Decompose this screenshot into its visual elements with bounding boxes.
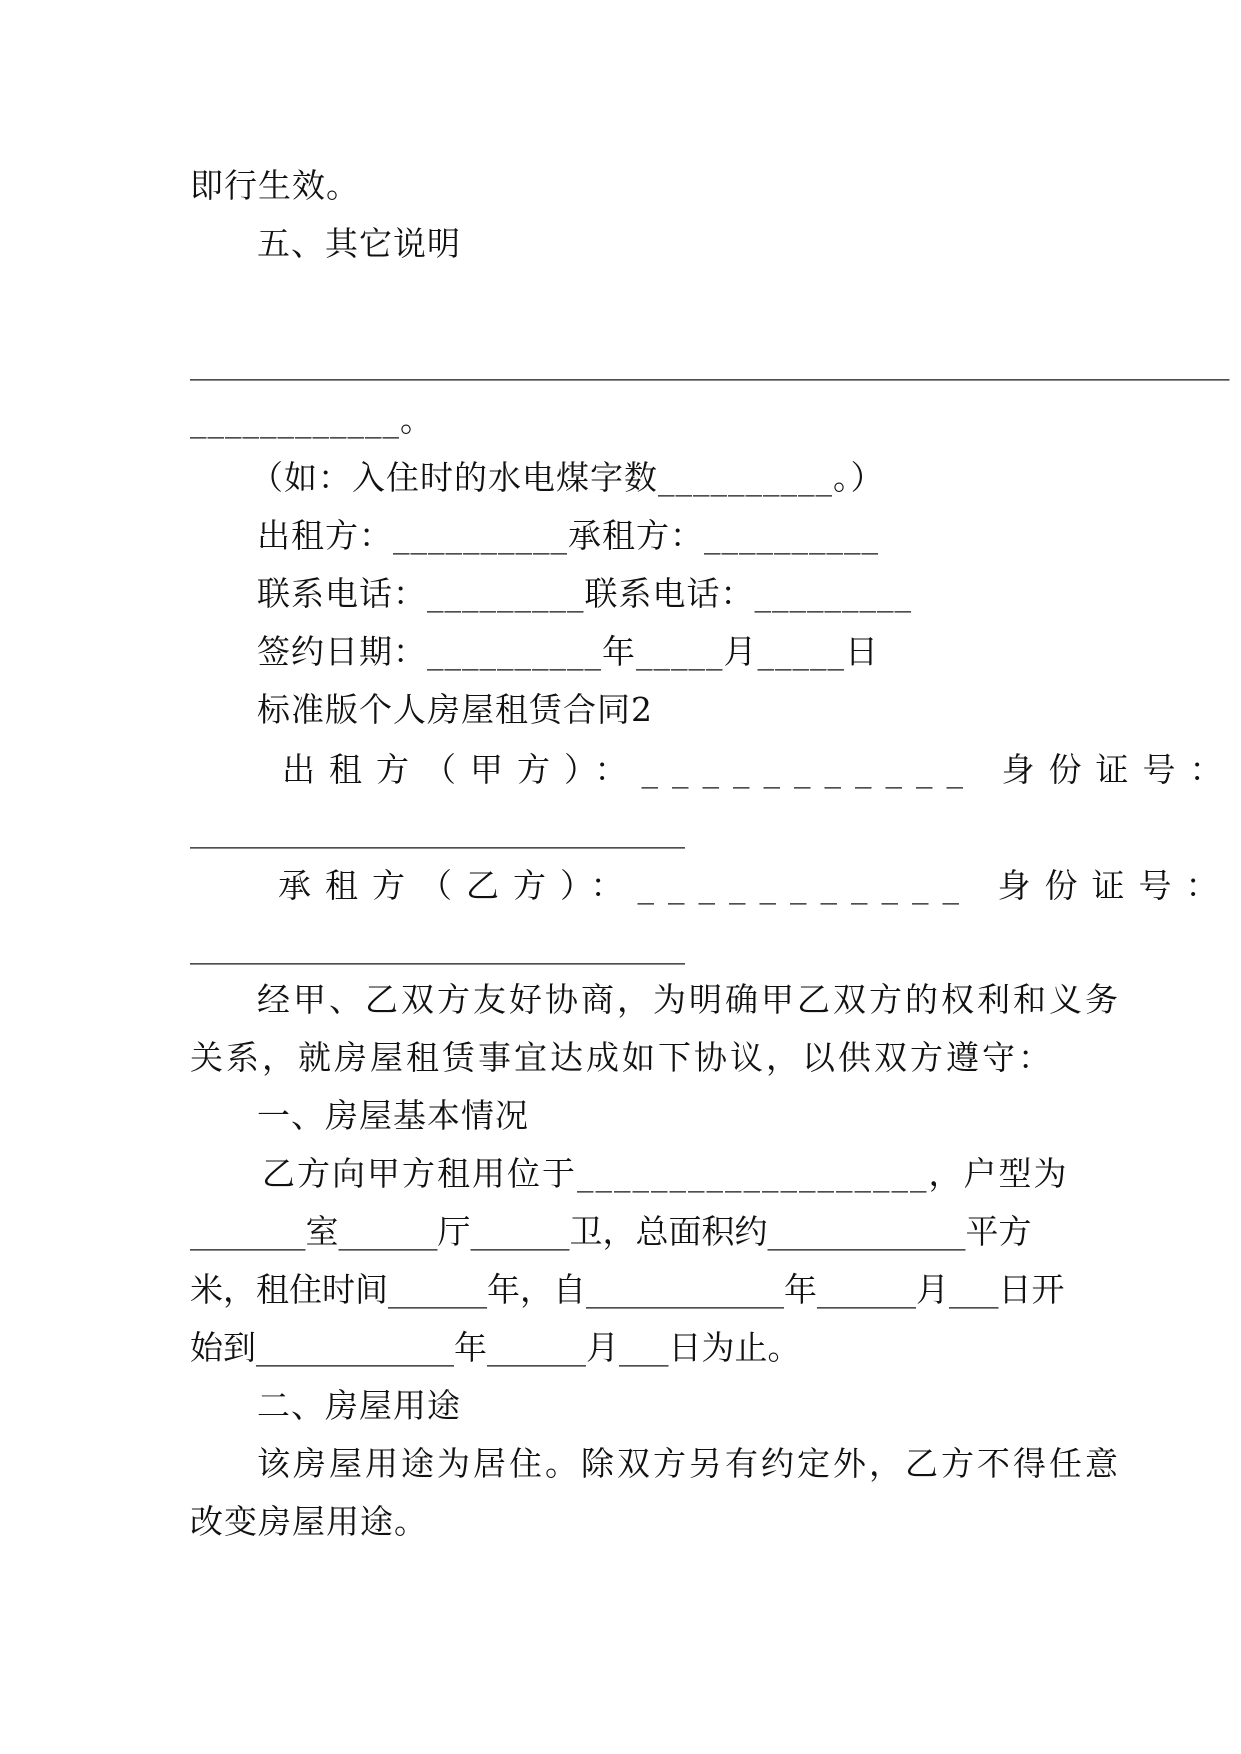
sign-date-line: 签约日期：__________年_____月_____日	[257, 632, 879, 671]
clause-1-line-3: 米，租住时间______年，自____________年______月___日开	[190, 1270, 1065, 1309]
example-note: （如：入住时的水电煤字数__________。）	[250, 458, 885, 497]
lessor-lessee-line: 出租方：__________承租方：__________	[257, 516, 879, 555]
preamble-line-1: 经甲、乙双方友好协商，为明确甲乙双方的权利和义务	[257, 980, 1121, 1019]
clause-1-line-1: 乙方向甲方租用位于___________________，户型为	[262, 1154, 1069, 1193]
clause-2-line-1: 该房屋用途为居住。除双方另有约定外，乙方不得任意	[257, 1444, 1121, 1483]
party-a-id-blank: ______________________________	[190, 810, 685, 849]
party-b-id-blank: ______________________________	[190, 926, 685, 965]
clause-1-line-4: 始到____________年______月___日为止。	[190, 1328, 801, 1367]
section-heading-2: 二、房屋用途	[257, 1386, 461, 1425]
blank-line-1: _______________________________________________________________	[190, 342, 1230, 381]
clause-1-line-2: _______室______厅______卫，总面积约____________平方	[190, 1212, 1032, 1251]
phone-line: 联系电话：_________联系电话：_________	[257, 574, 912, 613]
clause-2-line-2: 改变房屋用途。	[190, 1502, 428, 1541]
blank-line-2: ____________。	[190, 400, 434, 439]
contract-title: 标准版个人房屋租赁合同2	[257, 690, 653, 729]
preamble-line-2: 关系，就房屋租赁事宜达成如下协议，以供双方遵守：	[190, 1038, 1054, 1077]
section-heading-5: 五、其它说明	[257, 224, 461, 263]
text-line-1: 即行生效。	[190, 166, 360, 205]
section-heading-1: 一、房屋基本情况	[257, 1096, 529, 1135]
party-b-line: 承租方（乙方）：___________ 身份证号：	[278, 866, 1233, 905]
party-a-line: 出租方（甲方）：___________ 身份证号：	[282, 750, 1237, 789]
